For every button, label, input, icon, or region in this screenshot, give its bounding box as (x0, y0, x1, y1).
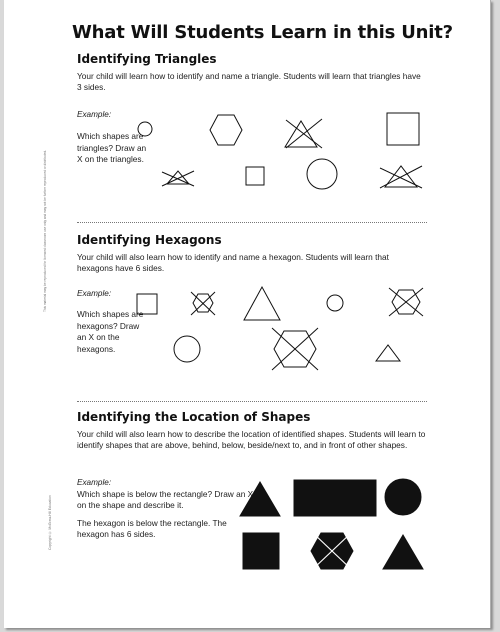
body-triangles: Your child will learn how to identify and name a triangle. Students will learn that triangles have 3 sides. (77, 71, 421, 92)
square-shape (137, 294, 157, 314)
worksheet-page (4, 0, 491, 628)
crossed-triangle-shape (380, 166, 422, 188)
crossed-triangle-shape (162, 171, 194, 186)
hexagon-shape (210, 115, 242, 145)
heading-triangles: Identifying Triangles (77, 52, 217, 66)
page-title: What Will Students Learn in this Unit? (72, 22, 453, 43)
solid-triangle-shape (240, 482, 280, 516)
question-hexagons: Which shapes are hexagons? Draw an X on the hexagons. (77, 309, 144, 354)
circle-shape (307, 159, 337, 189)
example-label-hexagons: Example: (77, 289, 112, 298)
question-location: Which shape is below the rectangle? Draw an X on the shape and describe it. (77, 489, 254, 510)
question-triangles: Which shapes are triangles? Draw an X on the triangles. (77, 131, 147, 164)
circle-shape (138, 122, 152, 136)
crossed-triangle-shape (285, 119, 322, 148)
reproduction-note: This material may be reproduced for licensed classroom use only and may not be further reproduced or distributed. (43, 149, 47, 312)
triangle-shape (376, 345, 400, 361)
circle-shape (174, 336, 200, 362)
crossed-hexagon-shape (389, 288, 423, 316)
body-location: Your child will also learn how to describe the location of identified shapes. Students will learn to identify shapes that are above, behind, below, beside/next to, and in front of other shapes. (77, 429, 426, 450)
square-shape (246, 167, 264, 185)
example-label-triangles: Example: (77, 110, 112, 119)
crossed-hexagon-shape (272, 328, 318, 370)
heading-hexagons: Identifying Hexagons (77, 233, 222, 247)
solid-circle-shape (385, 479, 421, 515)
solid-triangle-shape (383, 535, 423, 569)
shapes-canvas (4, 0, 490, 628)
answer-location: The hexagon is below the rectangle. The hexagon has 6 sides. (77, 518, 227, 539)
square-shape (387, 113, 419, 145)
crossed-hexagon-shape (191, 292, 215, 315)
example-label-location: Example: (77, 478, 112, 487)
solid-square-shape (243, 533, 279, 569)
circle-shape (327, 295, 343, 311)
triangle-shape (244, 287, 280, 320)
copyright-note: Copyright © McGraw-Hill Education (48, 495, 52, 550)
body-hexagons: Your child will also learn how to identify and name a hexagon. Students will learn that hexagons have 6 sides. (77, 252, 389, 273)
heading-location: Identifying the Location of Shapes (77, 410, 311, 424)
solid-rectangle-shape (294, 480, 376, 516)
